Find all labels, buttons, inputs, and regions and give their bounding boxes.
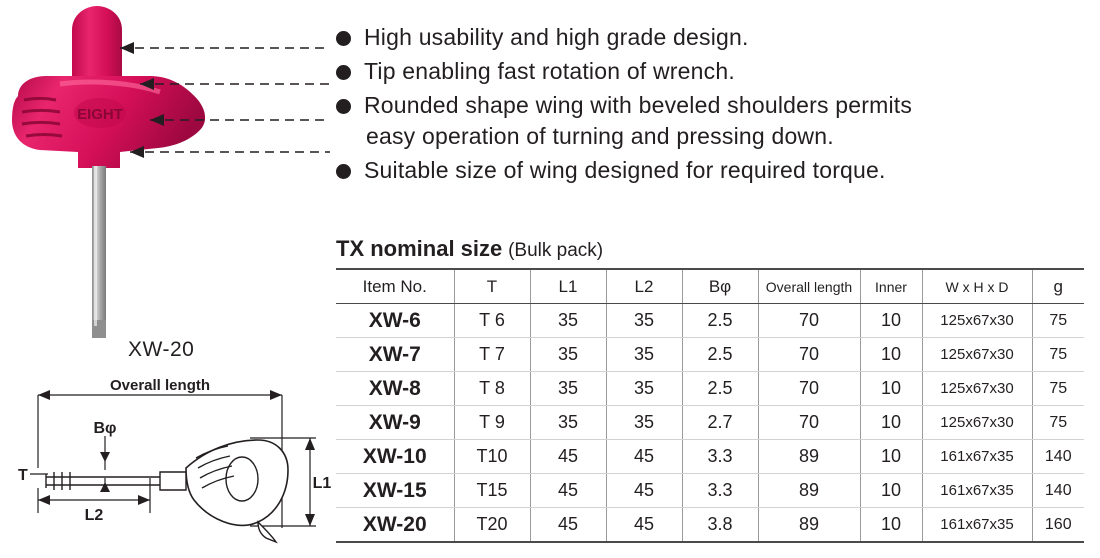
table-row	[336, 338, 1084, 372]
cell-overall-length: 89	[758, 474, 860, 508]
cell-item-no: XW-20	[336, 508, 454, 543]
cell-weight: 75	[1032, 338, 1084, 372]
product-illustration-svg	[0, 0, 330, 370]
cell-item-no: XW-8	[336, 372, 454, 406]
cell-overall-length: 70	[758, 372, 860, 406]
cell-b-phi: 2.5	[682, 304, 758, 338]
cell-t: T20	[454, 508, 530, 543]
cell-whd: 161x67x35	[922, 508, 1032, 543]
cell-item-no: XW-15	[336, 474, 454, 508]
cell-whd: 125x67x30	[922, 406, 1032, 440]
bullet-icon	[336, 65, 351, 80]
cell-inner: 10	[860, 338, 922, 372]
cell-overall-length: 70	[758, 406, 860, 440]
spec-table-title	[336, 236, 1084, 262]
label-b-phi: Bφ	[93, 420, 117, 437]
bullet-icon	[336, 99, 351, 114]
cell-overall-length: 89	[758, 508, 860, 543]
table-row	[336, 372, 1084, 406]
cell-l2: 35	[606, 338, 682, 372]
cell-inner: 10	[860, 372, 922, 406]
spec-table	[336, 268, 1084, 543]
bullet-icon	[336, 164, 351, 179]
dimension-drawing	[10, 378, 340, 553]
feature-item	[336, 56, 1076, 87]
cell-l2: 45	[606, 508, 682, 543]
cell-t: T10	[454, 440, 530, 474]
feature-text-wrap	[364, 90, 912, 152]
feature-text: Rounded shape wing with beveled shoulders permits	[364, 92, 913, 118]
cell-t: T 6	[454, 304, 530, 338]
feature-text-continued: easy operation of turning and pressing down.	[366, 123, 834, 149]
cell-item-no: XW-6	[336, 304, 454, 338]
cell-b-phi: 3.3	[682, 474, 758, 508]
cell-l1: 45	[530, 474, 606, 508]
spec-table-title-sub: (Bulk pack)	[508, 240, 604, 261]
cell-l1: 35	[530, 338, 606, 372]
feature-text: High usability and high grade design.	[364, 24, 749, 50]
cell-weight: 75	[1032, 406, 1084, 440]
spec-table-block	[336, 236, 1084, 543]
cell-whd: 125x67x30	[922, 372, 1032, 406]
cell-t: T15	[454, 474, 530, 508]
feature-item	[336, 155, 1076, 186]
cell-whd: 161x67x35	[922, 474, 1032, 508]
cell-l2: 35	[606, 304, 682, 338]
label-l2: L2	[84, 507, 104, 524]
brand-mark: EIGHT	[77, 106, 123, 123]
cell-l1: 45	[530, 508, 606, 543]
cell-weight: 160	[1032, 508, 1084, 543]
col-header-t: T	[454, 269, 530, 304]
cell-item-no: XW-7	[336, 338, 454, 372]
table-row	[336, 304, 1084, 338]
cell-overall-length: 70	[758, 304, 860, 338]
label-overall-length: Overall length	[109, 378, 211, 394]
cell-l2: 45	[606, 474, 682, 508]
cell-b-phi: 3.3	[682, 440, 758, 474]
cell-t: T 9	[454, 406, 530, 440]
table-row	[336, 440, 1084, 474]
table-row	[336, 406, 1084, 440]
cell-l2: 45	[606, 440, 682, 474]
col-header-b-phi: Bφ	[682, 269, 758, 304]
col-header-inner: Inner	[860, 269, 922, 304]
cell-b-phi: 3.8	[682, 508, 758, 543]
table-row	[336, 474, 1084, 508]
product-illustration	[0, 0, 330, 370]
feature-item	[336, 22, 1076, 53]
feature-text: Suitable size of wing designed for required torque.	[364, 157, 886, 183]
dimension-drawing-svg	[10, 378, 340, 553]
bullet-icon	[336, 31, 351, 46]
cell-l1: 35	[530, 372, 606, 406]
cell-whd: 125x67x30	[922, 338, 1032, 372]
spec-table-title-main: TX nominal size	[336, 236, 503, 261]
col-header-weight: g	[1032, 269, 1084, 304]
cell-t: T 7	[454, 338, 530, 372]
label-l1: L1	[312, 475, 332, 492]
cell-inner: 10	[860, 440, 922, 474]
cell-item-no: XW-10	[336, 440, 454, 474]
cell-l1: 35	[530, 406, 606, 440]
feature-text: Tip enabling fast rotation of wrench.	[364, 58, 735, 84]
cell-l1: 45	[530, 440, 606, 474]
col-header-l1: L1	[530, 269, 606, 304]
table-row	[336, 508, 1084, 543]
table-header-row	[336, 269, 1084, 304]
cell-weight: 140	[1032, 474, 1084, 508]
col-header-whd: W x H x D	[922, 269, 1032, 304]
label-t: T	[18, 467, 28, 484]
cell-whd: 125x67x30	[922, 304, 1032, 338]
cell-inner: 10	[860, 508, 922, 543]
cell-whd: 161x67x35	[922, 440, 1032, 474]
cell-l2: 35	[606, 406, 682, 440]
cell-overall-length: 70	[758, 338, 860, 372]
cell-item-no: XW-9	[336, 406, 454, 440]
product-label: XW-20	[128, 338, 195, 361]
cell-t: T 8	[454, 372, 530, 406]
cell-b-phi: 2.5	[682, 338, 758, 372]
cell-inner: 10	[860, 474, 922, 508]
cell-l2: 35	[606, 372, 682, 406]
cell-weight: 75	[1032, 304, 1084, 338]
col-header-l2: L2	[606, 269, 682, 304]
cell-b-phi: 2.5	[682, 372, 758, 406]
cell-b-phi: 2.7	[682, 406, 758, 440]
cell-l1: 35	[530, 304, 606, 338]
feature-list	[336, 22, 1076, 189]
cell-weight: 140	[1032, 440, 1084, 474]
cell-inner: 10	[860, 406, 922, 440]
cell-overall-length: 89	[758, 440, 860, 474]
col-header-overall-length: Overall length	[758, 269, 860, 304]
cell-inner: 10	[860, 304, 922, 338]
cell-weight: 75	[1032, 372, 1084, 406]
col-header-item-no: Item No.	[336, 269, 454, 304]
feature-item	[336, 90, 1076, 152]
